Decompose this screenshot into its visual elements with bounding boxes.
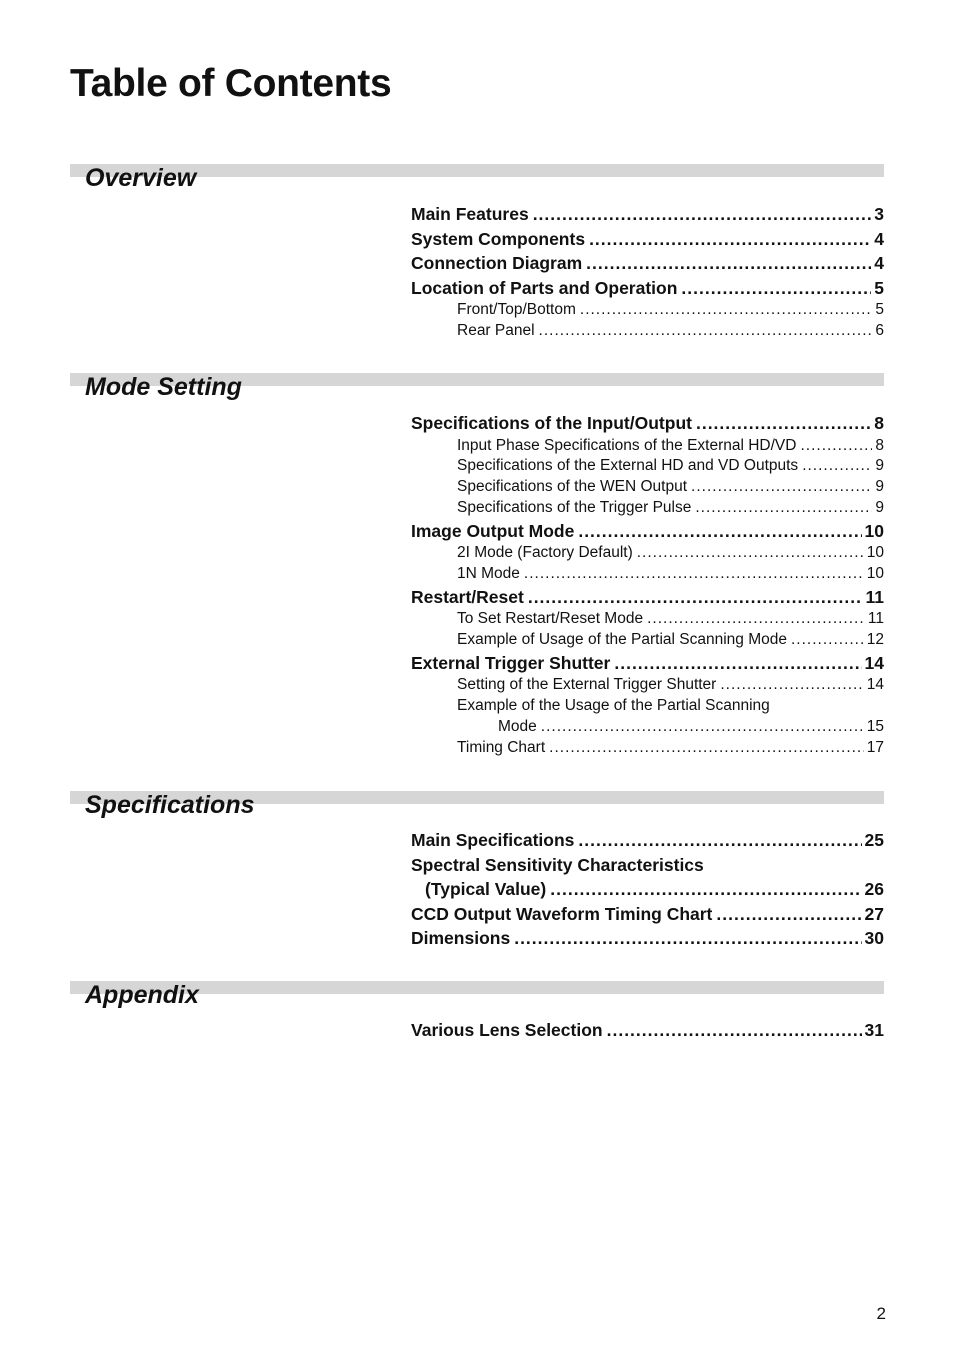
entry-page: 9 [875,457,884,475]
entry-page: 10 [864,520,884,541]
section-heading: Mode Setting [85,373,242,401]
entry-title: 2I Mode (Factory Default) [457,544,633,562]
dot-leader [695,498,872,519]
dot-leader [514,926,861,951]
toc-subentry[interactable] [411,436,884,457]
toc-entry[interactable] [411,585,884,610]
entry-title: Main Specifications [411,830,575,850]
toc-subentry[interactable] [411,321,884,342]
dot-leader [791,630,864,651]
entry-title: Specifications of the External HD and VD Outputs [457,457,799,475]
toc-subentry-first-line[interactable]: Example of the Usage of the Partial Scanning [457,697,770,715]
section-heading: Appendix [85,981,199,1009]
entry-page: 3 [874,204,884,224]
entry-page: 26 [864,879,884,899]
entry-page: 25 [864,830,884,850]
toc-entry[interactable] [411,227,884,252]
entry-page: 31 [864,1020,884,1040]
dot-leader [614,651,861,676]
dot-leader [524,564,864,585]
toc-subentry[interactable] [411,675,884,696]
section-specifications [70,791,884,948]
entry-title: Restart/Reset [411,586,524,607]
toc-subentry[interactable] [411,477,884,498]
section-bar [70,164,884,192]
entry-page: 9 [875,498,884,516]
entry-page: 10 [866,564,884,582]
dot-leader [647,609,865,630]
toc-entry[interactable] [411,651,884,676]
toc-entry-continuation[interactable] [411,877,884,902]
toc-subentry[interactable] [411,456,884,477]
dot-leader [589,227,871,252]
dot-leader [539,321,873,342]
entry-page: 5 [874,277,884,298]
entry-title: (Typical Value) [425,879,547,899]
toc-subentry[interactable] [411,609,884,630]
page-number: 2 [876,1304,886,1323]
toc-subentry-continuation[interactable] [411,717,884,738]
toc-entry[interactable] [411,1018,884,1043]
toc-subentry[interactable] [411,564,884,585]
toc-entry[interactable] [411,251,884,276]
entry-title: Main Features [411,204,529,224]
toc-entry[interactable] [411,828,884,853]
toc-entry[interactable] [411,411,884,436]
dot-leader [580,300,872,321]
entry-title: Example of Usage of the Partial Scanning Mode [457,631,787,649]
entry-page: 14 [864,652,884,673]
dot-leader [681,276,871,301]
entry-page: 4 [874,228,884,249]
entry-page: 14 [866,676,884,694]
dot-leader [541,717,864,738]
section-bar [70,373,884,401]
section-heading: Overview [85,164,197,192]
dot-leader [607,1018,862,1043]
entry-title: Timing Chart [457,738,546,756]
dot-leader [720,675,863,696]
entry-title: System Components [411,228,586,249]
entry-title: 1N Mode [457,564,520,582]
toc-subentry[interactable] [411,630,884,651]
dot-leader [800,436,872,457]
toc-entry[interactable] [411,202,884,227]
toc-entry-first-line[interactable]: Spectral Sensitivity Characteristics [411,854,704,875]
entry-page: 17 [866,738,884,756]
entry-title: Dimensions [411,928,511,948]
entry-title: Input Phase Specifications of the External HD/VD [457,436,797,454]
dot-leader [716,902,861,927]
toc-subentry[interactable] [411,738,884,759]
entry-page: 8 [875,436,884,454]
entry-page: 6 [875,321,884,339]
section-overview [70,164,884,339]
entry-title: Front/Top/Bottom [457,301,576,318]
dot-leader [586,251,871,276]
entry-page: 4 [874,253,884,273]
entry-title: Setting of the External Trigger Shutter [457,676,717,694]
entry-page: 15 [866,717,884,735]
entry-page: 12 [866,631,884,649]
toc-entry[interactable] [411,519,884,544]
toc-list [411,202,884,342]
section-appendix [70,981,884,1040]
dot-leader [637,543,864,564]
entry-title: Specifications of the Input/Output [411,413,692,433]
toc-subentry[interactable] [411,543,884,564]
dot-leader [550,877,861,902]
entry-page: 30 [864,928,884,948]
entry-title: CCD Output Waveform Timing Chart [411,903,713,924]
dot-leader [533,202,872,227]
entry-page: 5 [875,301,884,318]
section-mode-setting [70,373,884,756]
toc-entry[interactable] [411,276,884,301]
dot-leader [549,738,864,759]
entry-title: Connection Diagram [411,253,583,273]
dot-leader [528,585,863,610]
toc-subentry[interactable] [411,300,884,321]
toc-entry[interactable] [411,902,884,927]
entry-page: 27 [864,903,884,924]
entry-page: 10 [866,544,884,562]
entry-title: Location of Parts and Operation [411,277,678,298]
entry-page: 11 [865,586,884,607]
section-bar [70,981,884,1009]
section-heading: Specifications [85,791,255,819]
dot-leader [696,411,871,436]
dot-leader [578,519,861,544]
entry-title: Various Lens Selection [411,1020,603,1040]
dot-leader [802,456,872,477]
entry-title: To Set Restart/Reset Mode [457,610,644,628]
toc-subentry[interactable] [411,498,884,519]
entry-title: External Trigger Shutter [411,652,611,673]
toc-entry[interactable] [411,926,884,951]
section-bar [70,791,884,819]
dot-leader [578,828,861,853]
entry-title: Image Output Mode [411,520,575,541]
entry-title: Specifications of the Trigger Pulse [457,498,692,516]
toc-list [411,411,884,759]
entry-title: Mode [498,717,537,735]
entry-title: Rear Panel [457,321,535,339]
toc-list [411,828,884,951]
entry-page: 11 [867,610,884,628]
page-title: Table of Contents [70,62,392,105]
entry-page: 8 [874,413,884,433]
dot-leader [691,477,872,498]
entry-page: 9 [875,478,884,496]
toc-list [411,1018,884,1043]
entry-title: Specifications of the WEN Output [457,478,688,496]
